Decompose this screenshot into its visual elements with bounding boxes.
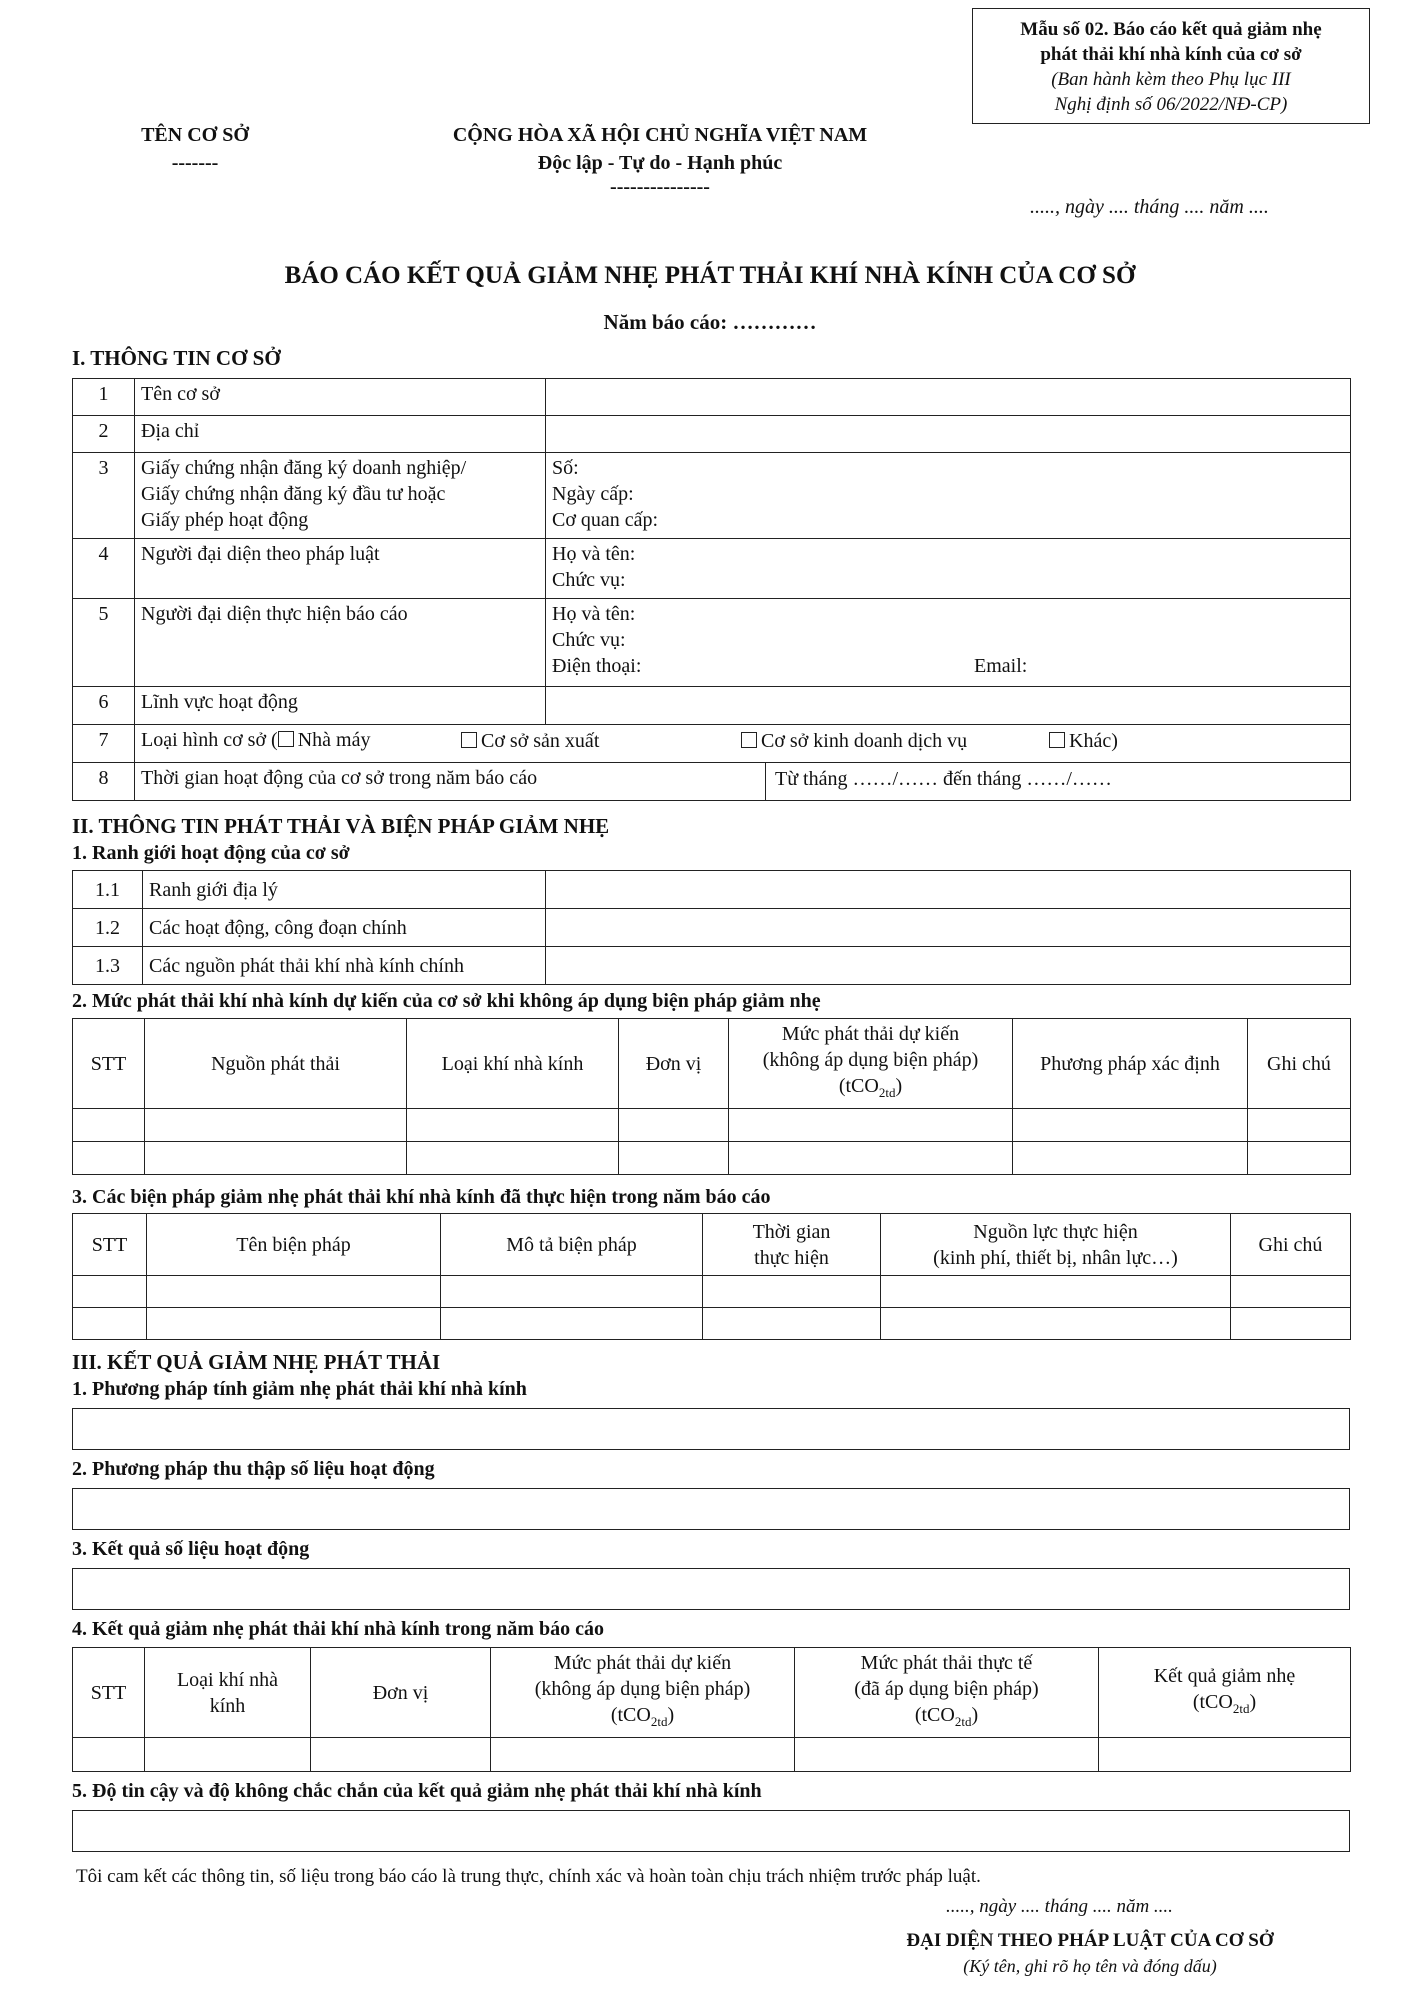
table-cell[interactable] [147, 1276, 441, 1308]
facility-info-table [72, 378, 1351, 801]
activity-data-result-field[interactable] [72, 1568, 1350, 1610]
business-field[interactable] [546, 687, 1351, 725]
reporting-representative-field[interactable] [546, 599, 1351, 687]
unit-text: ) [971, 1704, 979, 1726]
table-row [73, 379, 1351, 416]
mitigation-measures-table [72, 1213, 1351, 1340]
table-row [73, 453, 1351, 539]
table-cell[interactable] [491, 1738, 795, 1772]
table-cell[interactable] [1248, 1142, 1351, 1175]
table-cell[interactable] [1231, 1276, 1351, 1308]
column-header [1099, 1648, 1351, 1738]
column-header [729, 1019, 1013, 1109]
unit-subscript: 2td [954, 1714, 972, 1729]
facility-name-field[interactable] [546, 379, 1351, 416]
header-line: thực hiện [754, 1246, 829, 1269]
header-date: ....., ngày .... tháng .... năm .... [1030, 196, 1269, 218]
section-2-2-heading: 2. Mức phát thải khí nhà kính dự kiến của cơ sở khi không áp dụng biện pháp giảm nhẹ [72, 990, 821, 1012]
section-1-heading: I. THÔNG TIN CƠ SỞ [72, 346, 281, 370]
option-label: Nhà máy [297, 729, 371, 751]
org-divider: ------- [171, 152, 219, 174]
table-cell[interactable] [795, 1738, 1099, 1772]
section-3-1-heading: 1. Phương pháp tính giảm nhẹ phát thải khí nhà kính [72, 1378, 527, 1400]
section-2-3-heading: 3. Các biện pháp giảm nhẹ phát thải khí nhà kính đã thực hiện trong năm báo cáo [72, 1186, 771, 1208]
unit-subscript: 2td [878, 1085, 896, 1100]
unit-text: (tCO [610, 1704, 651, 1726]
column-header: Loại khí nhà kính [407, 1019, 619, 1109]
unit-text: (tCO [914, 1704, 955, 1726]
header-line: kính [209, 1694, 246, 1717]
column-header: STT [73, 1214, 147, 1276]
header-line: Nguồn lực thực hiện [973, 1220, 1138, 1243]
row-label: Người đại diện theo pháp luật [135, 539, 546, 599]
signer-title: ĐẠI DIỆN THEO PHÁP LUẬT CỦA CƠ SỞ [906, 1930, 1274, 1951]
row-label: Người đại diện thực hiện báo cáo [135, 599, 546, 687]
table-row [73, 539, 1351, 599]
table-cell[interactable] [881, 1308, 1231, 1340]
row-number: 5 [73, 599, 135, 687]
column-header: Ghi chú [1231, 1214, 1351, 1276]
option-label: Cơ sở kinh doanh dịch vụ [761, 730, 968, 752]
address-field[interactable] [546, 416, 1351, 453]
table-row [73, 1738, 1351, 1772]
table-cell[interactable] [703, 1276, 881, 1308]
motto-divider: --------------- [610, 176, 710, 198]
header-line: (không áp dụng biện pháp) [534, 1678, 751, 1700]
unit-subscript: 2td [1232, 1701, 1250, 1716]
table-cell[interactable] [73, 1738, 145, 1772]
field-label: Cơ quan cấp: [552, 509, 659, 531]
section-2-heading: II. THÔNG TIN PHÁT THẢI VÀ BIỆN PHÁP GIẢM NHẸ [72, 814, 610, 838]
header-line [801, 1702, 1092, 1735]
form-number-box [972, 8, 1370, 124]
row-number: 2 [73, 416, 135, 453]
table-row [73, 763, 1351, 801]
table-cell[interactable] [147, 1308, 441, 1340]
table-cell[interactable] [441, 1308, 703, 1340]
header-line: Mức phát thải dự kiến [781, 1023, 960, 1045]
section-3-3-heading: 3. Kết quả số liệu hoạt động [72, 1538, 310, 1560]
uncertainty-field[interactable] [72, 1810, 1350, 1852]
operation-period-row [135, 763, 1351, 801]
option-label: Cơ sở sản xuất [481, 730, 600, 752]
section-3-2-heading: 2. Phương pháp thu thập số liệu hoạt động [72, 1458, 435, 1480]
row-label: Lĩnh vực hoạt động [135, 687, 546, 725]
row-label: Các nguồn phát thải khí nhà kính chính [143, 947, 546, 985]
table-cell[interactable] [1248, 1109, 1351, 1142]
checkbox-factory[interactable] [278, 731, 294, 747]
mitigation-results-table [72, 1647, 1351, 1772]
label-line: Giấy chứng nhận đăng ký đầu tư hoặc [141, 483, 446, 505]
unit-text: ) [895, 1075, 903, 1097]
field-label: Email: [974, 655, 1028, 677]
table-cell[interactable] [73, 1109, 145, 1142]
operation-period-field[interactable]: Từ tháng ……/…… đến tháng ……/…… [775, 768, 1112, 790]
option-label: Khác) [1069, 730, 1118, 752]
emission-sources-field[interactable] [546, 947, 1351, 985]
checkbox-service[interactable] [741, 732, 757, 748]
table-row [73, 871, 1351, 909]
table-row [73, 947, 1351, 985]
table-cell[interactable] [407, 1109, 619, 1142]
table-row [73, 725, 1351, 763]
row-label [135, 453, 546, 539]
table-row [73, 416, 1351, 453]
table-cell[interactable] [1013, 1109, 1248, 1142]
field-label: Số: [552, 457, 579, 479]
geographic-boundary-field[interactable] [546, 871, 1351, 909]
footer-date: ....., ngày .... tháng .... năm .... [946, 1896, 1173, 1917]
column-header: STT [73, 1648, 145, 1738]
field-label: Điện thoại: [552, 655, 642, 677]
table-cell[interactable] [1099, 1738, 1351, 1772]
row-number: 4 [73, 539, 135, 599]
main-activities-field[interactable] [546, 909, 1351, 947]
table-row [73, 1276, 1351, 1308]
table-header-row [73, 1214, 1351, 1276]
table-row [73, 1308, 1351, 1340]
row-number: 7 [73, 725, 135, 763]
table-cell[interactable] [407, 1142, 619, 1175]
column-header [795, 1648, 1099, 1738]
row-label: Các hoạt động, công đoạn chính [143, 909, 546, 947]
signature-note: (Ký tên, ghi rõ họ tên và đóng dấu) [963, 1956, 1217, 1976]
calculation-method-field[interactable] [72, 1408, 1350, 1450]
column-header: Nguồn phát thải [145, 1019, 407, 1109]
column-header: Đơn vị [619, 1019, 729, 1109]
field-label: Chức vụ: [552, 569, 626, 591]
unit-text: ) [667, 1704, 675, 1726]
row-number: 1.3 [73, 947, 143, 985]
column-header: Phương pháp xác định [1013, 1019, 1248, 1109]
label-line: Giấy phép hoạt động [141, 509, 309, 531]
unit-subscript: 2td [650, 1714, 668, 1729]
label-line: Giấy chứng nhận đăng ký doanh nghiệp/ [141, 457, 467, 479]
column-header: STT [73, 1019, 145, 1109]
table-cell[interactable] [73, 1276, 147, 1308]
header-line: Thời gian [752, 1220, 831, 1243]
row-label: Tên cơ sở [135, 379, 546, 416]
field-label: Họ và tên: [552, 603, 636, 625]
form-box-line-4: Nghị định số 06/2022/NĐ-CP) [1054, 94, 1288, 115]
header-line [1105, 1689, 1344, 1722]
checkbox-production[interactable] [461, 732, 477, 748]
row-number: 1.2 [73, 909, 143, 947]
table-cell[interactable] [441, 1276, 703, 1308]
column-header [491, 1648, 795, 1738]
header-line: (đã áp dụng biện pháp) [854, 1678, 1039, 1700]
header-line: Mức phát thải dự kiến [553, 1652, 732, 1674]
table-row [73, 1142, 1351, 1175]
legal-representative-field[interactable] [546, 539, 1351, 599]
unit-text: (tCO [838, 1075, 879, 1097]
table-row [73, 687, 1351, 725]
data-collection-method-field[interactable] [72, 1488, 1350, 1530]
table-header-row [73, 1648, 1351, 1738]
table-cell[interactable] [73, 1308, 147, 1340]
table-cell[interactable] [311, 1738, 491, 1772]
motto: Độc lập - Tự do - Hạnh phúc [537, 152, 783, 174]
nation-title: CỘNG HÒA XÃ HỘI CHỦ NGHĨA VIỆT NAM [452, 124, 868, 146]
page-title: BÁO CÁO KẾT QUẢ GIẢM NHẸ PHÁT THẢI KHÍ NHÀ KÍNH CỦA CƠ SỞ [284, 262, 1136, 289]
column-header: Ghi chú [1248, 1019, 1351, 1109]
column-header [881, 1214, 1231, 1276]
section-2-1-heading: 1. Ranh giới hoạt động của cơ sở [72, 842, 350, 864]
unit-text: (tCO [1192, 1691, 1233, 1713]
section-3-4-heading: 4. Kết quả giảm nhẹ phát thải khí nhà kính trong năm báo cáo [72, 1618, 604, 1640]
table-row [73, 1109, 1351, 1142]
table-cell[interactable] [619, 1142, 729, 1175]
section-3-5-heading: 5. Độ tin cậy và độ không chắc chắn của kết quả giảm nhẹ phát thải khí nhà kính [72, 1780, 762, 1802]
row-number: 8 [73, 763, 135, 801]
header-line: (không áp dụng biện pháp) [762, 1049, 979, 1071]
column-header [703, 1214, 881, 1276]
checkbox-other[interactable] [1049, 732, 1065, 748]
report-year: Năm báo cáo: ………… [603, 310, 817, 334]
expected-emissions-table [72, 1018, 1351, 1175]
license-field[interactable] [546, 453, 1351, 539]
section-3-heading: III. KẾT QUẢ GIẢM NHẸ PHÁT THẢI [72, 1350, 441, 1374]
column-header: Đơn vị [311, 1648, 491, 1738]
table-cell[interactable] [729, 1142, 1013, 1175]
header-line: Loại khí nhà [176, 1668, 279, 1691]
form-box-line-2: phát thải khí nhà kính của cơ sở [1040, 44, 1302, 65]
table-header-row [73, 1019, 1351, 1109]
row-label: Địa chỉ [135, 416, 546, 453]
table-cell[interactable] [145, 1109, 407, 1142]
unit-text: ) [1249, 1691, 1257, 1713]
table-cell[interactable] [145, 1738, 311, 1772]
table-row [73, 909, 1351, 947]
table-cell[interactable] [73, 1142, 145, 1175]
row-label: Loại hình cơ sở ( [141, 729, 278, 751]
row-label: Ranh giới địa lý [143, 871, 546, 909]
header-line: (kinh phí, thiết bị, nhân lực…) [933, 1246, 1178, 1269]
header-line: Kết quả giảm nhẹ [1153, 1665, 1296, 1687]
commitment-text: Tôi cam kết các thông tin, số liệu trong báo cáo là trung thực, chính xác và hoàn toàn chịu trách nhiệm trước pháp luật. [76, 1866, 981, 1887]
facility-type-row [135, 725, 1351, 763]
form-box-line-1: Mẫu số 02. Báo cáo kết quả giảm nhẹ [1020, 19, 1322, 40]
table-row [73, 599, 1351, 687]
column-header [145, 1648, 311, 1738]
row-number: 3 [73, 453, 135, 539]
column-header: Tên biện pháp [147, 1214, 441, 1276]
field-label: Chức vụ: [552, 629, 626, 651]
table-cell[interactable] [1013, 1142, 1248, 1175]
org-name: TÊN CƠ SỞ [141, 124, 249, 146]
boundary-table [72, 870, 1351, 985]
row-number: 1 [73, 379, 135, 416]
table-cell[interactable] [619, 1109, 729, 1142]
header-line: Mức phát thải thực tế [860, 1652, 1033, 1674]
column-header: Mô tả biện pháp [441, 1214, 703, 1276]
row-number: 6 [73, 687, 135, 725]
field-label: Ngày cấp: [552, 483, 634, 505]
field-label: Họ và tên: [552, 543, 636, 565]
form-box-line-3: (Ban hành kèm theo Phụ lục III [1051, 69, 1291, 90]
table-cell[interactable] [881, 1276, 1231, 1308]
header-line [735, 1073, 1006, 1106]
table-cell[interactable] [1231, 1308, 1351, 1340]
table-cell[interactable] [703, 1308, 881, 1340]
header-line [497, 1702, 788, 1735]
row-number: 1.1 [73, 871, 143, 909]
table-cell[interactable] [145, 1142, 407, 1175]
row-label: Thời gian hoạt động của cơ sở trong năm báo cáo [141, 767, 538, 789]
table-cell[interactable] [729, 1109, 1013, 1142]
